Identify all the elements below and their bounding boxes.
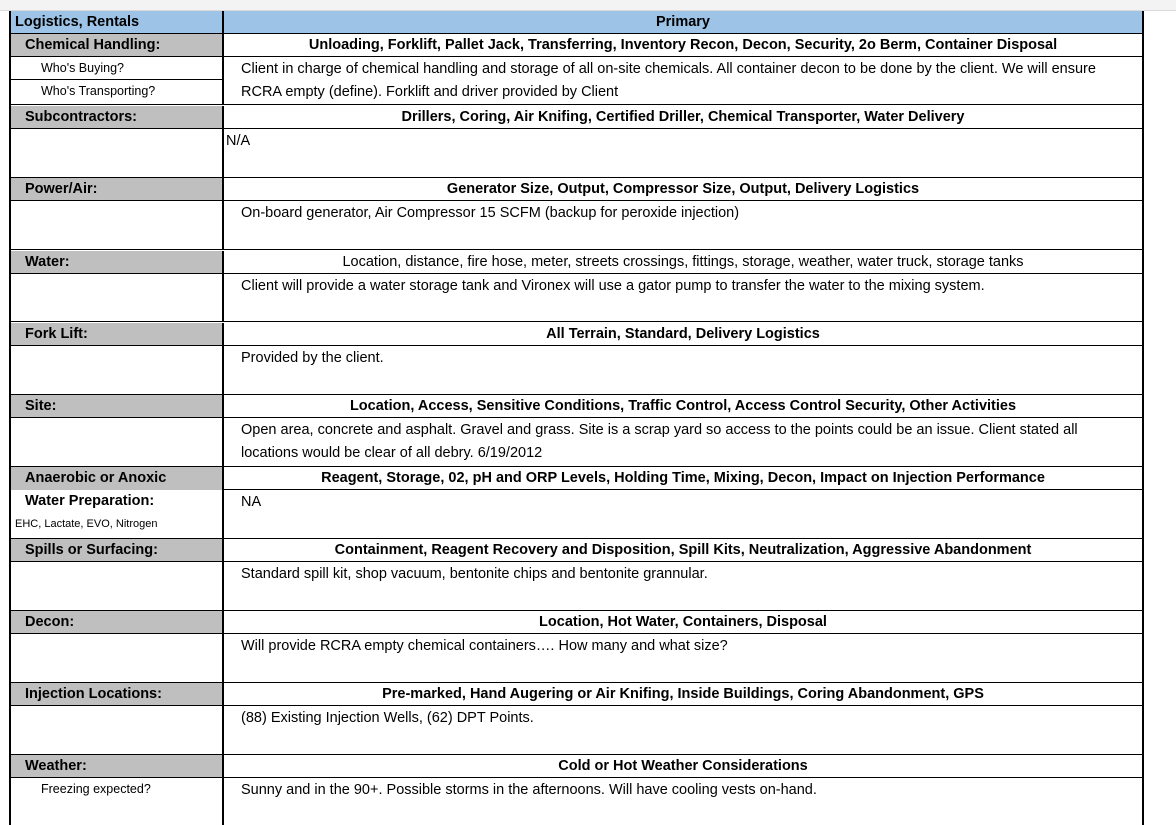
chemical-handling-topics[interactable]: Unloading, Forklift, Pallet Jack, Transferring, Inventory Recon, Decon, Security, 2o Berm, Container Disposal <box>308 37 1058 53</box>
decon-notes[interactable]: Will provide RCRA empty chemical containers…. How many and what size? <box>241 638 728 654</box>
power-air-body-row <box>11 201 1142 250</box>
anaerobic-row <box>11 467 1142 539</box>
power-air-notes[interactable]: On-board generator, Air Compressor 15 SCFM (backup for peroxide injection) <box>241 205 740 221</box>
injection-topics[interactable]: Pre-marked, Hand Augering or Air Knifing, Inside Buildings, Coring Abandonment, GPS <box>382 686 984 702</box>
spills-topics[interactable]: Containment, Reagent Recovery and Disposition, Spill Kits, Neutralization, Aggressive Abandonment <box>334 542 1032 558</box>
title-row <box>11 11 1142 34</box>
spills-notes[interactable]: Standard spill kit, shop vacuum, bentonite chips and bentonite grannular. <box>241 566 708 582</box>
injection-label[interactable]: Injection Locations: <box>11 683 224 705</box>
anaerobic-label[interactable]: Anaerobic or Anoxic <box>11 467 222 490</box>
weather-subquestions <box>11 778 224 825</box>
chemical-handling-label[interactable]: Chemical Handling: <box>11 34 224 56</box>
subcontractors-body-row <box>11 129 1142 178</box>
fork-lift-label[interactable]: Fork Lift: <box>11 323 224 345</box>
site-notes[interactable]: Open area, concrete and asphalt. Gravel and grass. Site is a scrap yard so access to the points could be an issue. Client stated all locations would be clear of all debry. 6/19/2012 <box>241 422 1078 461</box>
chemical-handling-notes[interactable]: Client in charge of chemical handling and storage of all on-site chemicals. All container decon to be done by the client. We will ensure RCRA empty (define). Forklift and driver provided by Client <box>241 61 1096 100</box>
anaerobic-label-cell <box>11 467 224 538</box>
fork-lift-body-row <box>11 346 1142 395</box>
fork-lift-notes[interactable]: Provided by the client. <box>241 350 384 366</box>
subcontractors-notes[interactable]: N/A <box>226 133 251 149</box>
injection-header-row <box>11 683 1142 706</box>
spills-header-row <box>11 539 1142 562</box>
fork-lift-topics[interactable]: All Terrain, Standard, Delivery Logistics <box>546 326 820 342</box>
water-topics[interactable]: Location, distance, fire hose, meter, streets crossings, fittings, storage, weather, water truck, storage tanks <box>342 254 1024 270</box>
logistics-sheet <box>9 11 1144 825</box>
site-label[interactable]: Site: <box>11 395 224 417</box>
injection-body-row <box>11 706 1142 755</box>
sheet-top-strip <box>0 0 1176 11</box>
decon-label[interactable]: Decon: <box>11 611 224 633</box>
water-label[interactable]: Water: <box>11 251 224 273</box>
weather-header-row <box>11 755 1142 778</box>
freezing-expected-label[interactable]: Freezing expected? <box>41 782 151 796</box>
weather-notes[interactable]: Sunny and in the 90+. Possible storms in the afternoons. Will have cooling vests on-hand. <box>241 782 817 798</box>
water-body-row <box>11 274 1142 322</box>
power-air-label[interactable]: Power/Air: <box>11 178 224 200</box>
decon-topics[interactable]: Location, Hot Water, Containers, Disposal <box>539 614 827 630</box>
whos-transporting-label[interactable]: Who's Transporting? <box>41 84 156 98</box>
decon-header-row <box>11 611 1142 634</box>
spills-body-row <box>11 562 1142 611</box>
sheet-title[interactable]: Logistics, Rentals <box>11 11 224 33</box>
water-header-row <box>11 251 1142 274</box>
whos-buying-label[interactable]: Who's Buying? <box>11 57 222 80</box>
power-air-header-row <box>11 178 1142 201</box>
anaerobic-notes[interactable]: NA <box>241 494 262 510</box>
subcontractors-label[interactable]: Subcontractors: <box>11 106 224 128</box>
water-notes[interactable]: Client will provide a water storage tank and Vironex will use a gator pump to transfer the water to the mixing system. <box>241 278 985 294</box>
decon-body-row <box>11 634 1142 683</box>
weather-body-row <box>11 778 1142 825</box>
chemical-handling-body-row <box>11 57 1142 105</box>
site-header-row <box>11 395 1142 418</box>
column-header-primary[interactable]: Primary <box>224 11 1142 33</box>
power-air-topics[interactable]: Generator Size, Output, Compressor Size, Output, Delivery Logistics <box>446 181 920 197</box>
chemical-handling-header-row <box>11 34 1142 57</box>
site-body-row <box>11 418 1142 467</box>
injection-notes[interactable]: (88) Existing Injection Wells, (62) DPT Points. <box>241 710 534 726</box>
anaerobic-topics[interactable]: Reagent, Storage, 02, pH and ORP Levels, Holding Time, Mixing, Decon, Impact on Injection Performance <box>224 467 1142 490</box>
anaerobic-reagents-label[interactable]: EHC, Lactate, EVO, Nitrogen <box>15 518 158 530</box>
weather-label[interactable]: Weather: <box>11 755 224 777</box>
spills-label[interactable]: Spills or Surfacing: <box>11 539 224 561</box>
fork-lift-header-row <box>11 323 1142 346</box>
chemical-handling-subquestions <box>11 57 224 104</box>
subcontractors-topics[interactable]: Drillers, Coring, Air Knifing, Certified Driller, Chemical Transporter, Water Delivery <box>401 109 965 125</box>
subcontractors-header-row <box>11 106 1142 129</box>
water-preparation-label[interactable]: Water Preparation: <box>25 493 155 509</box>
site-topics[interactable]: Location, Access, Sensitive Conditions, Traffic Control, Access Control Security, Other Activities <box>349 398 1017 414</box>
weather-topics[interactable]: Cold or Hot Weather Considerations <box>558 758 808 774</box>
